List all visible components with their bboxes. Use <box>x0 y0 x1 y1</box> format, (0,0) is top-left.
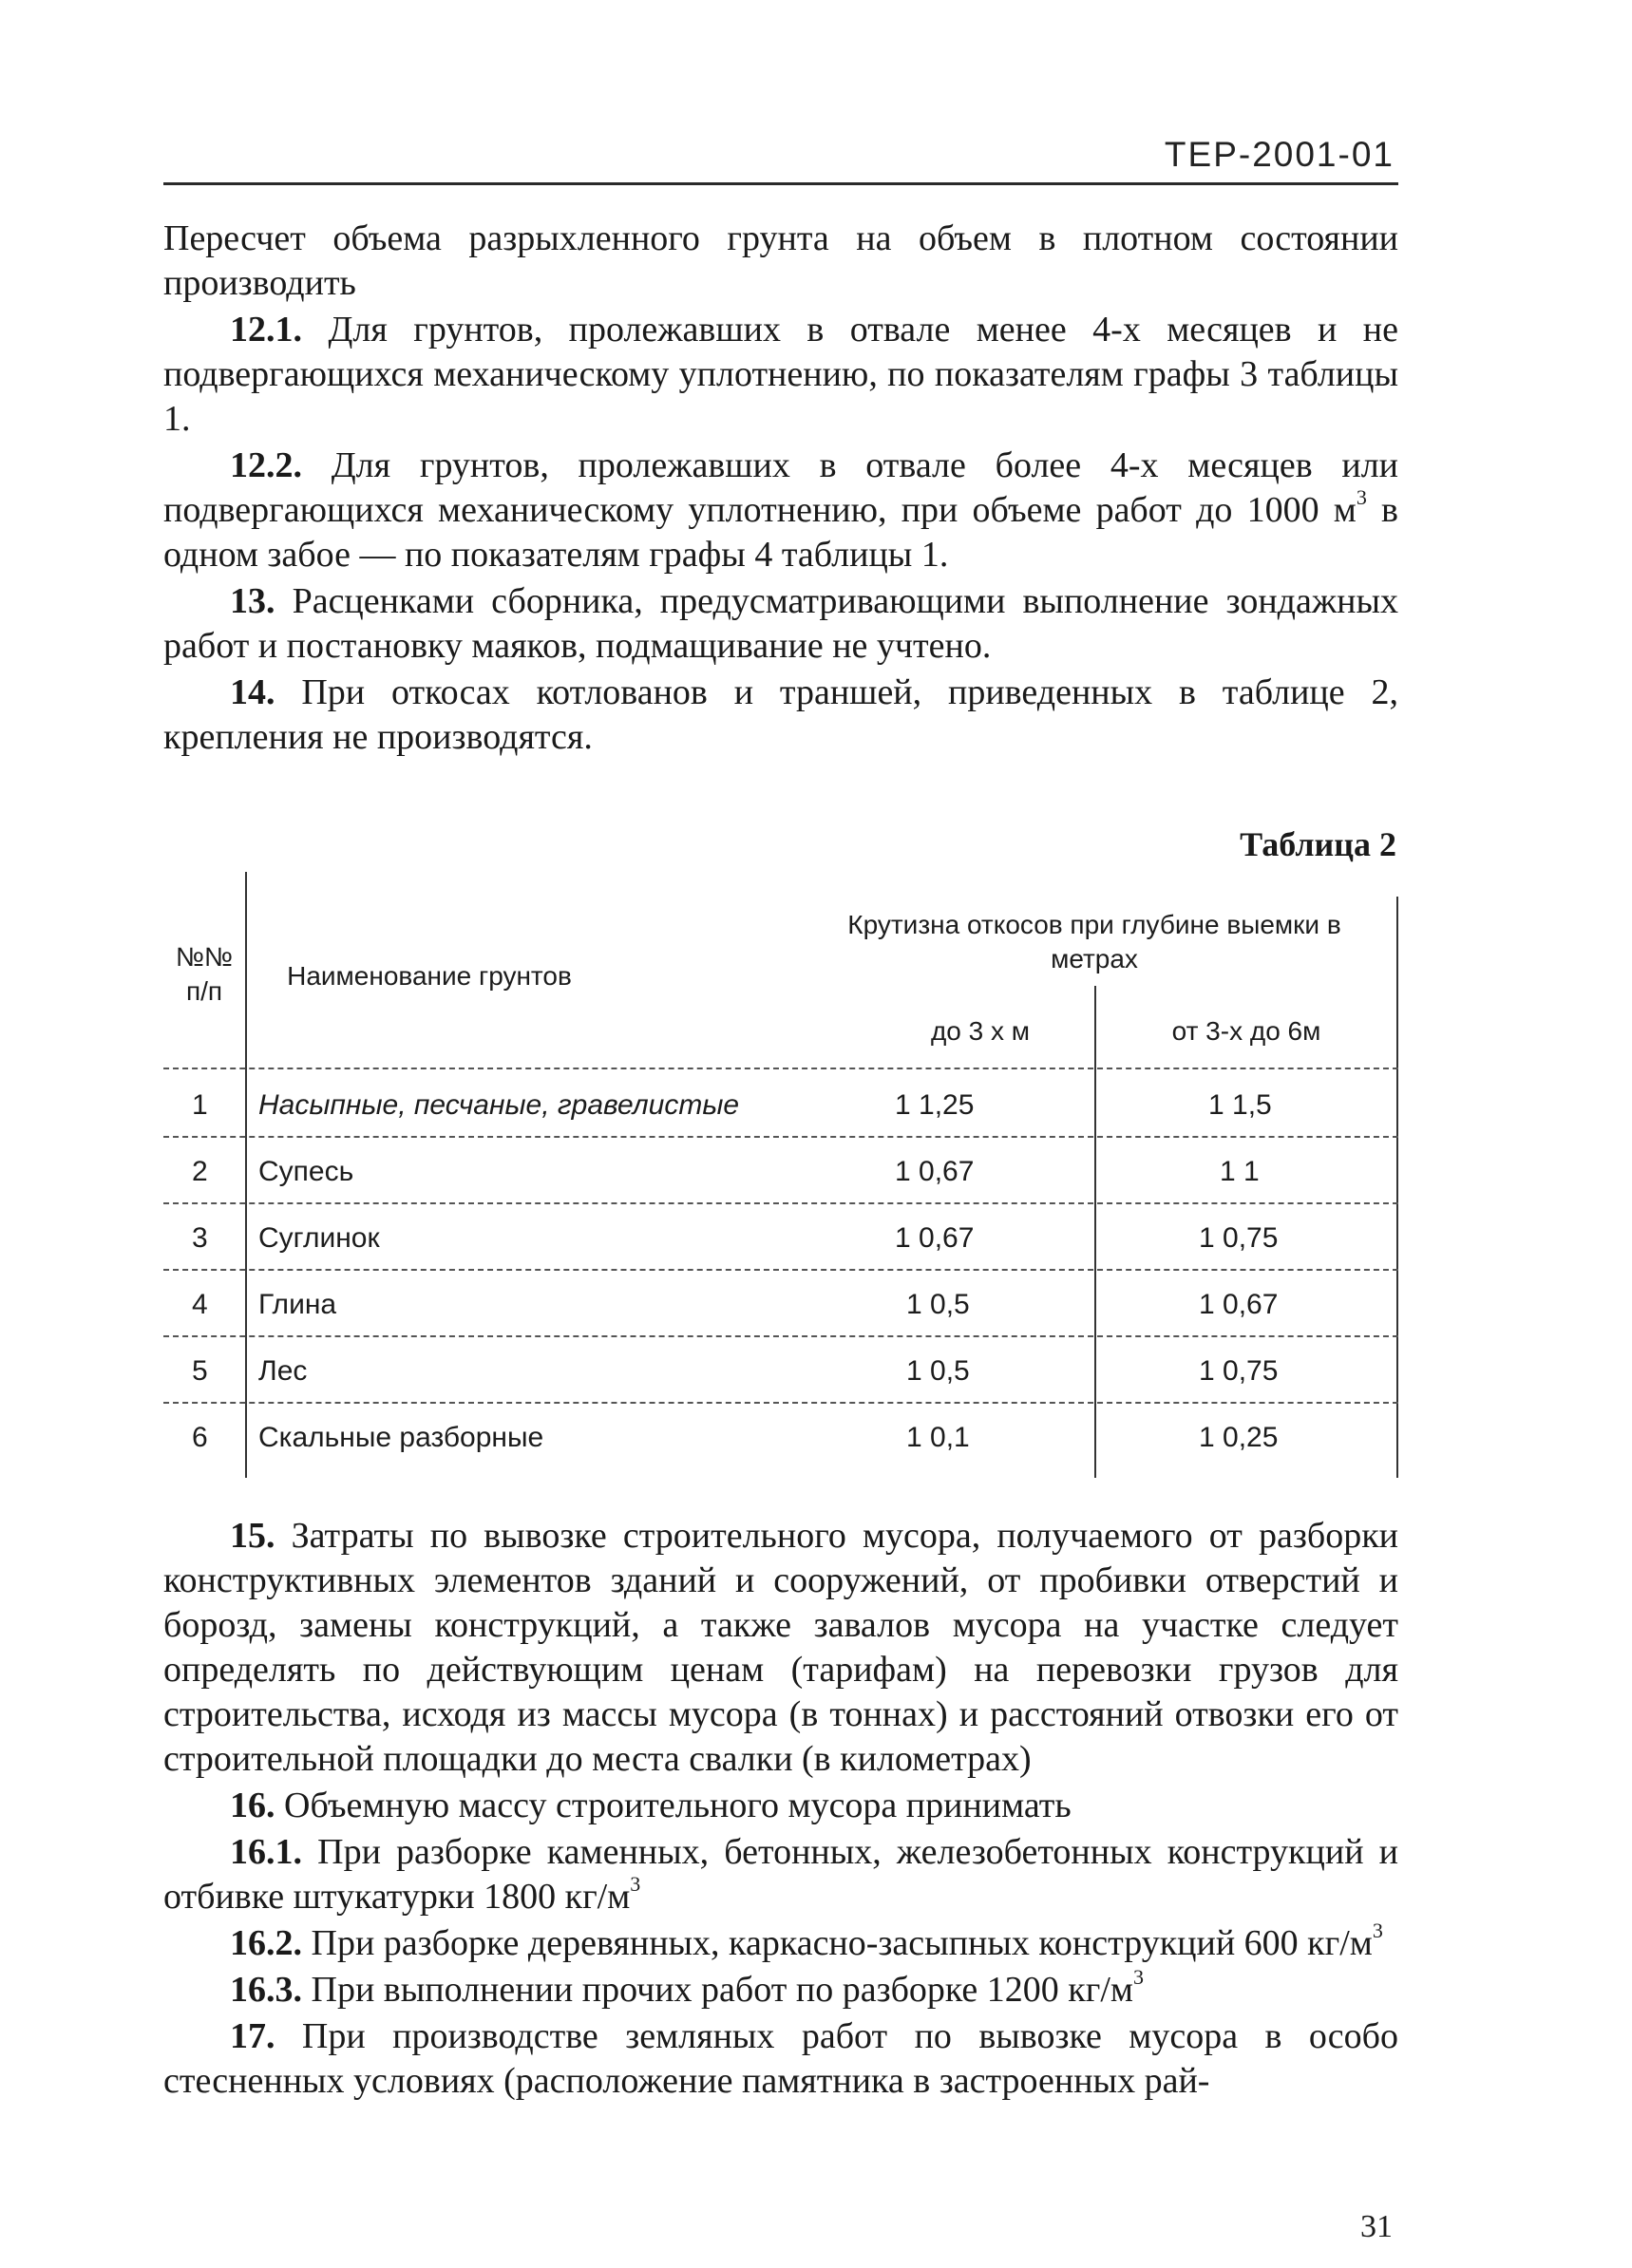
paragraph-16-3 <box>163 1965 1398 2013</box>
item-number: 16.1. <box>230 1832 302 1872</box>
row-divider <box>163 1269 1398 1271</box>
row-5-num: 5 <box>192 1355 208 1387</box>
paragraph-13 <box>163 579 1398 669</box>
superscript: 3 <box>1372 1918 1383 1943</box>
row-1-col-b: 1 1,5 <box>1208 1089 1272 1121</box>
header-num: №№ п/п <box>175 942 234 1006</box>
row-3-name: Суглинок <box>258 1222 380 1254</box>
row-1-num: 1 <box>192 1089 208 1121</box>
row-divider <box>163 1335 1398 1337</box>
body-text-top <box>163 217 1398 762</box>
document-code: ТЕР-2001-01 <box>1164 135 1395 174</box>
item-number: 12.1. <box>230 310 302 350</box>
superscript: 3 <box>630 1872 641 1897</box>
paragraph-17 <box>163 2014 1398 2104</box>
paragraph-12-2 <box>163 444 1398 577</box>
row-5-col-b: 1 0,75 <box>1199 1355 1279 1387</box>
item-text: Расценками сборника, предусматривающими выполнение зондажных работ и постановку маяков, подмащивание не учтено. <box>163 581 1399 666</box>
item-number: 16. <box>230 1786 275 1825</box>
row-4-num: 4 <box>192 1289 208 1320</box>
row-2-col-a: 1 0,67 <box>895 1156 975 1187</box>
table-vline-right <box>1396 897 1398 1478</box>
slope-table <box>163 872 1400 1480</box>
item-number: 14. <box>230 672 275 712</box>
item-text: Для грунтов, пролежавших в отвале более 4-х месяцев или подвергающихся механическому уплотнению, при объеме работ до 1000 м <box>163 445 1399 530</box>
row-divider <box>163 1136 1398 1138</box>
table-vline-num <box>245 872 247 1478</box>
item-text-continued: в одном забое — по показателям графы 4 таблицы 1. <box>163 490 1398 575</box>
item-text: При откосах котлованов и траншей, приведенных в таблице 2, крепления не производятся. <box>163 672 1398 757</box>
row-6-num: 6 <box>192 1422 208 1453</box>
row-4-col-b: 1 0,67 <box>1199 1289 1279 1320</box>
row-3-num: 3 <box>192 1222 208 1254</box>
item-number: 16.2. <box>230 1923 302 1963</box>
header-divider-line <box>163 1068 1398 1069</box>
paragraph-15 <box>163 1514 1398 1782</box>
page-number: 31 <box>1360 2209 1393 2244</box>
intro-paragraph: Пересчет объема разрыхленного грунта на объем в плотном состоянии производить <box>163 218 1398 303</box>
paragraph-16 <box>163 1784 1398 1828</box>
row-1-col-a: 1 1,25 <box>895 1089 975 1121</box>
row-5-name: Лес <box>258 1355 308 1387</box>
body-text-bottom <box>163 1514 1398 2106</box>
row-2-name: Супесь <box>258 1156 354 1187</box>
row-6-col-b: 1 0,25 <box>1199 1422 1279 1453</box>
row-2-num: 2 <box>192 1156 208 1187</box>
item-text: При разборке каменных, бетонных, железобетонных конструкций и отбивке штукатурки 1800 кг/м <box>163 1832 1398 1917</box>
item-text: Для грунтов, пролежавших в отвале менее 4-х месяцев и не подвергающихся механическому уплотнению, по показателям графы 3 таблицы 1. <box>163 310 1399 439</box>
paragraph-16-2 <box>163 1918 1398 1966</box>
row-3-col-a: 1 0,67 <box>895 1222 975 1254</box>
row-divider <box>163 1402 1398 1404</box>
item-number: 13. <box>230 581 275 621</box>
row-5-col-a: 1 0,5 <box>906 1355 970 1387</box>
header-col-a: до 3 х м <box>930 1016 1031 1046</box>
item-text: При выполнении прочих работ по разборке 1200 кг/м <box>311 1970 1133 2010</box>
item-text: Затраты по вывозке строительного мусора, получаемого от разборки конструктивных элементов зданий и сооружений, от пробивки отверстий и борозд, замены конструкций, а также завалов мусора на участке следует определять по действующим ценам (тарифам) на перевозки грузов для строительства, исходя из массы мусора (в тоннах) и расстояний отвозки его от строительной площадки до места свалки (в километрах) <box>163 1516 1398 1779</box>
header-divider <box>163 182 1398 185</box>
table-caption: Таблица 2 <box>1240 825 1396 863</box>
item-text: При разборке деревянных, каркасно-засыпных конструкций 600 кг/м <box>311 1923 1373 1963</box>
item-text: Объемную массу строительного мусора принимать <box>284 1786 1072 1825</box>
row-2-col-b: 1 1 <box>1220 1156 1260 1187</box>
item-number: 16.3. <box>230 1970 302 2010</box>
header-slope: Крутизна откосов при глубине выемки в метрах <box>847 910 1341 973</box>
row-4-col-a: 1 0,5 <box>906 1289 970 1320</box>
paragraph-12-1 <box>163 308 1398 442</box>
item-number: 12.2. <box>230 445 302 485</box>
row-1-name: Насыпные, песчаные, гравелистые <box>258 1089 740 1121</box>
row-6-col-a: 1 0,1 <box>906 1422 970 1453</box>
row-6-name: Скальные разборные <box>258 1422 544 1453</box>
row-4-name: Глина <box>258 1289 337 1320</box>
superscript: 3 <box>1356 485 1367 510</box>
item-number: 17. <box>230 2016 275 2056</box>
row-3-col-b: 1 0,75 <box>1199 1222 1279 1254</box>
paragraph-14 <box>163 671 1398 760</box>
item-number: 15. <box>230 1516 275 1556</box>
paragraph-16-1 <box>163 1830 1398 1919</box>
superscript: 3 <box>1132 1965 1144 1990</box>
row-divider <box>163 1202 1398 1204</box>
header-name: Наименование грунтов <box>287 961 572 991</box>
item-text: При производстве земляных работ по вывозке мусора в особо стесненных условиях (расположение памятника в застроенных рай- <box>163 2016 1399 2101</box>
table-vline-mid <box>1094 986 1096 1478</box>
header-col-b: от 3-х до 6м <box>1171 1016 1321 1046</box>
